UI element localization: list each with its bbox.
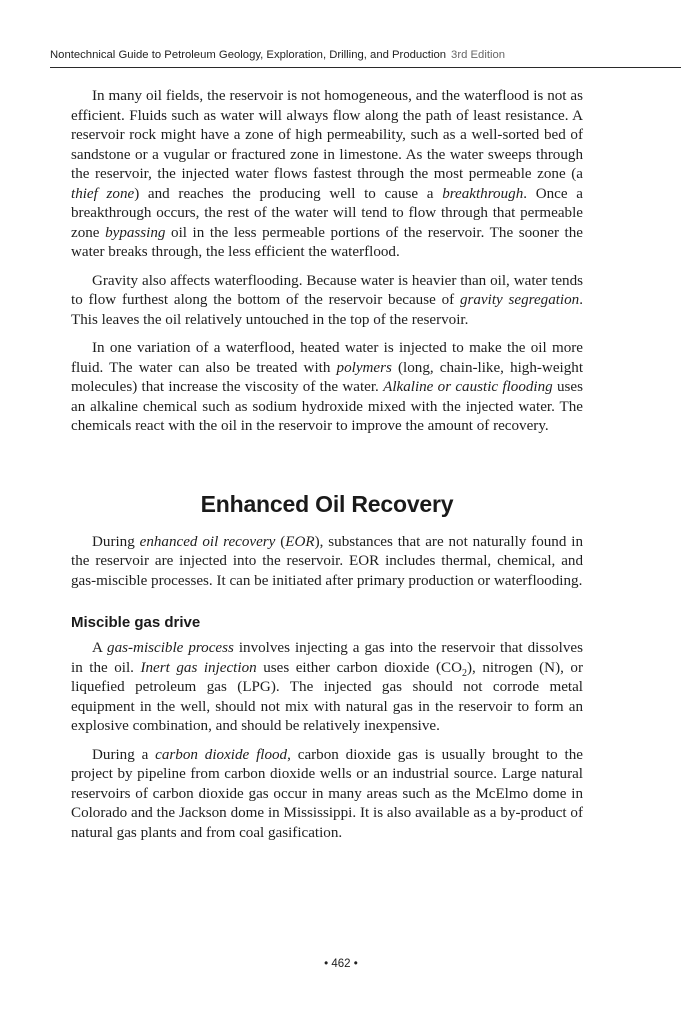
section-heading: Enhanced Oil Recovery	[200, 490, 454, 517]
book-title: Nontechnical Guide to Petroleum Geology, Exploration, Drilling, and Production	[50, 49, 447, 61]
paragraph-gravity: Gravity also affects waterflooding. Because water is heavier than oil, water tends to flow furthest along the bottom of the reservoir because of gravity segregation. This leaves the oil relatively untouched in the top of the reservoir.	[71, 272, 584, 328]
paragraph-waterflood-variations: In one variation of a waterflood, heated water is injected to make the oil more fluid. The water can also be treated with polymers (long, chain-like, high-weight molecules) that increase the viscosity of the water. Alkaline or caustic flooding uses an alkaline chemical such as sodium hydroxide mixed with the injected water. The chemicals react with the oil in the reservoir to improve the amount of recovery.	[71, 340, 584, 434]
paragraph-waterflood-heterogeneity: In many oil fields, the reservoir is not homogeneous, and the waterflood is not as efficient. Fluids such as water will always flow along the path of least resistance. A reservoir rock might have a zone of high permeability, such as a well-sorted bed of sandstone or a vugular or fractured zone in limestone. As the water sweeps through the reservoir, the injected water flows fastest through the most permeable zone (a thief zone) and reaches the producing well to cause a breakthrough. Once a breakthrough occurs, the rest of the water will tend to flow through that permeable zone bypassing oil in the less permeable portions of the reservoir. The sooner the water breaks through, the less efficient the waterflood.	[71, 88, 583, 260]
term-inert-gas-injection: Inert gas injection	[140, 659, 257, 676]
term-gas-miscible-process: gas-miscible process	[107, 640, 234, 656]
page-body	[71, 87, 583, 852]
running-head	[50, 47, 681, 68]
co2-subscript: 2	[462, 667, 467, 679]
subsection-heading: Miscible gas drive	[71, 614, 201, 631]
term-alkaline-flooding: Alkaline or caustic flooding	[383, 379, 553, 395]
term-enhanced-oil-recovery: enhanced oil recovery	[139, 533, 276, 550]
edition-label: 3rd Edition	[451, 49, 506, 61]
page-number: • 462 •	[324, 958, 358, 970]
term-gravity-segregation: gravity segregation	[459, 292, 580, 308]
term-bypassing: bypassing	[105, 224, 166, 241]
paragraph-co2-flood: During a carbon dioxide flood, carbon dioxide gas is usually brought to the project by pipeline from carbon dioxide wells or an industrial source. Large natural reservoirs of carbon dioxide gas occur in many areas such as the McElmo dome in Colorado and the Jackson dome in Mississippi. It is also available as a by-product of natural gas plants and from coal gasification.	[71, 746, 583, 841]
term-breakthrough: breakthrough	[442, 185, 524, 202]
paragraph-gas-miscible: A gas-miscible process involves injecting a gas into the reservoir that dissolves in the oil. Inert gas injection uses either carbon dioxide $(CO_2)$, nitrogen (N), or liquefied petroleum gas (LPG). The injected gas should not corrode metal equipment in the well, should not mix with natural gas in the reservoir to form an explosive combination, and should be relatively inexpensive.	[71, 640, 583, 734]
term-polymers: polymers	[336, 359, 392, 376]
term-carbon-dioxide-flood: carbon dioxide flood	[155, 746, 288, 763]
term-thief-zone: thief zone	[71, 185, 135, 202]
paragraph-eor-intro: During enhanced oil recovery (EOR), substances that are not naturally found in the reservoir are injected into the reservoir. EOR includes thermal, chemical, and gas-miscible processes. It can be initiated after primary production or waterflooding.	[71, 533, 583, 589]
term-eor: EOR	[285, 533, 315, 550]
